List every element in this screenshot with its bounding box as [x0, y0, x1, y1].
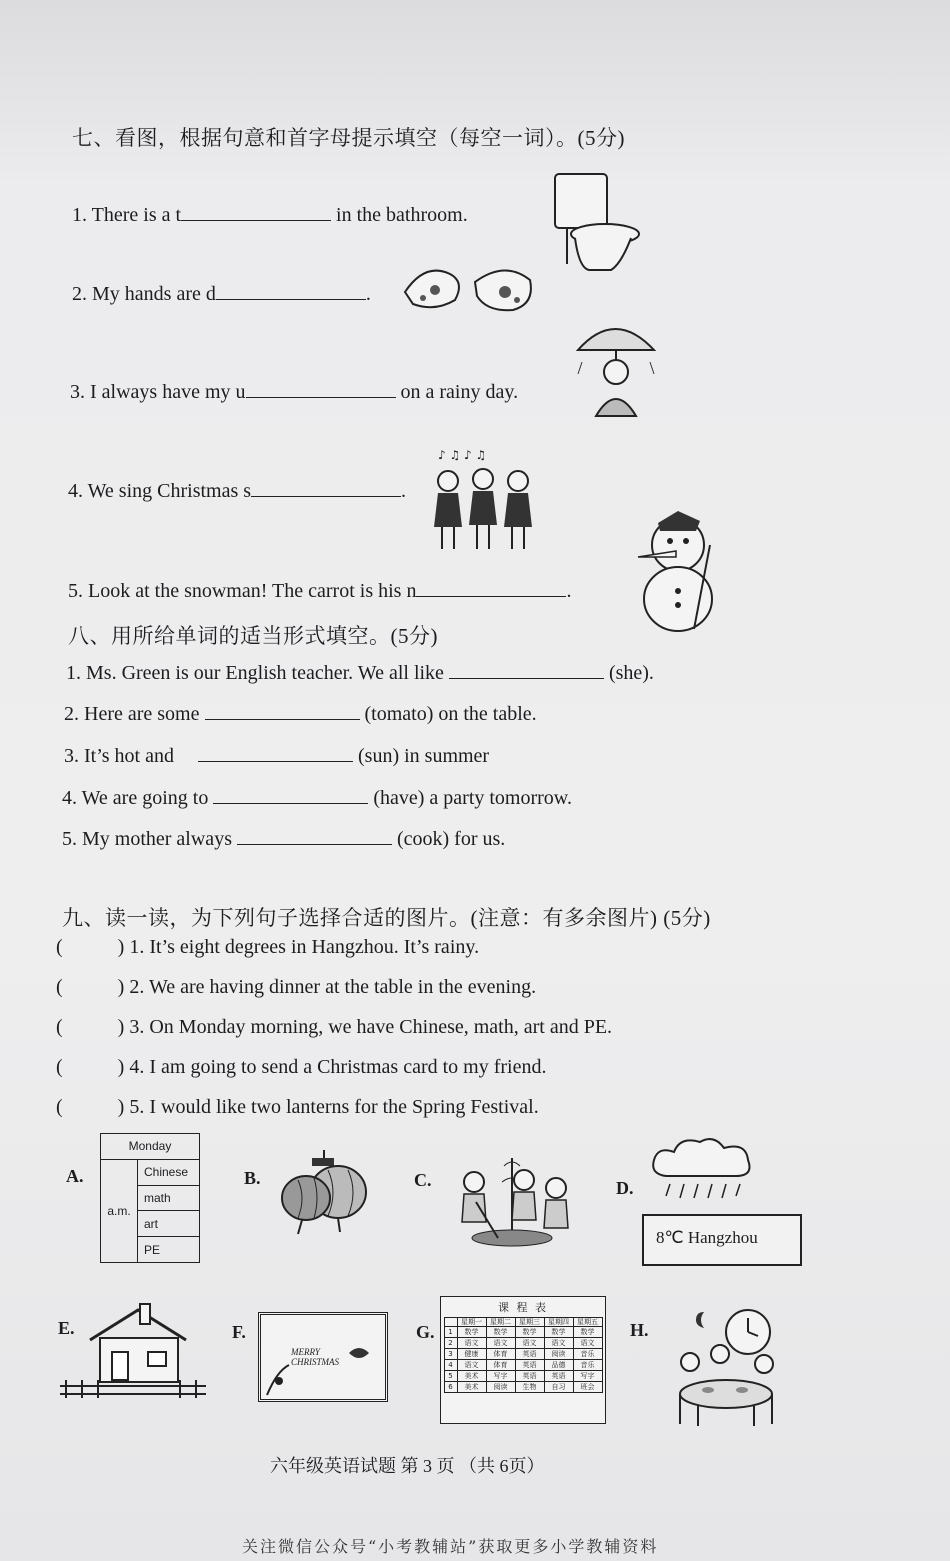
timetable-row: [444, 1338, 602, 1349]
lanterns-picture: [272, 1146, 372, 1236]
page-footer: 六年级英语试题 第 3 页 （共 6页）: [270, 1456, 545, 1476]
s8-question-3: 3. It’s hot and (sun) in summer: [64, 745, 490, 767]
monday-header: Monday: [101, 1134, 200, 1160]
timetable-cell: 星期三: [515, 1318, 544, 1327]
timetable-cell: 美术: [457, 1382, 486, 1393]
s7-question-2: 2. My hands are d .: [72, 283, 371, 305]
timetable-cell: 语文: [573, 1338, 602, 1349]
timetable-cell: 英语: [515, 1349, 544, 1360]
timetable-cell: 健康: [457, 1349, 486, 1360]
timetable-cell: 数学: [457, 1327, 486, 1338]
umbrella-picture: [570, 312, 660, 422]
timetable-cell: 星期二: [486, 1318, 515, 1327]
timetable-row: [444, 1327, 602, 1338]
timetable-cell: 体育: [486, 1349, 515, 1360]
timetable-cell: 1: [444, 1327, 457, 1338]
s7-question-3: 3. I always have my u on a rainy day.: [70, 381, 519, 403]
school-timetable-picture: [440, 1296, 606, 1424]
option-h-label: H.: [630, 1320, 649, 1340]
timetable-row: [444, 1382, 602, 1393]
rain-cloud-picture: [648, 1136, 758, 1206]
family-dinner-picture: [668, 1302, 788, 1428]
s8-question-2: 2. Here are some (tomato) on the table.: [64, 703, 537, 725]
timetable-cell: 语文: [457, 1338, 486, 1349]
timetable-cell: 语文: [544, 1338, 573, 1349]
timetable-cell: 英语: [544, 1371, 573, 1382]
timetable-cell: 语文: [486, 1338, 515, 1349]
timetable-cell: 3: [444, 1349, 457, 1360]
timetable-row: [444, 1360, 602, 1371]
s9-question-1: ( ) 1. It’s eight degrees in Hangzhou. It’s rainy.: [56, 936, 480, 958]
timetable-cell: 语文: [457, 1360, 486, 1371]
timetable-cell: 4: [444, 1360, 457, 1371]
timetable-cell: 星期一: [457, 1318, 486, 1327]
s9-question-5: ( ) 5. I would like two lanterns for the Spring Festival.: [56, 1096, 539, 1118]
timetable-cell: [444, 1318, 457, 1327]
s7-question-1: 1. There is a t in the bathroom.: [72, 204, 468, 226]
toilet-picture: [545, 168, 645, 278]
s7-question-4: 4. We sing Christmas s .: [68, 480, 407, 502]
weather-sign-text: 8℃ Hangzhou: [656, 1228, 758, 1247]
option-a-label: A.: [66, 1166, 84, 1186]
bottom-note: 关注微信公众号“小考教辅站”获取更多小学教辅资料: [242, 1537, 659, 1556]
timetable-cell: 品德: [544, 1360, 573, 1371]
timetable-cell: 英语: [515, 1360, 544, 1371]
timetable-row: [444, 1371, 602, 1382]
timetable-cell: 星期四: [544, 1318, 573, 1327]
s8-question-1: 1. Ms. Green is our English teacher. We all like (she).: [66, 662, 654, 684]
timetable-cell: 阅读: [544, 1349, 573, 1360]
timetable-cell: 数学: [544, 1327, 573, 1338]
timetable-header-row: [444, 1318, 602, 1327]
section8-title: 八、用所给单词的适当形式填空。(5分): [68, 624, 438, 648]
option-d-label: D.: [616, 1178, 634, 1198]
timetable-cell: 音乐: [573, 1349, 602, 1360]
option-e-label: E.: [58, 1318, 75, 1338]
timetable-cell: 生物: [515, 1382, 544, 1393]
monday-subject: PE: [138, 1237, 200, 1263]
timetable-cell: 数学: [515, 1327, 544, 1338]
timetable-cell: 写字: [486, 1371, 515, 1382]
option-c-label: C.: [414, 1170, 432, 1190]
svg-text:♪ ♫ ♪ ♫: ♪ ♫ ♪ ♫: [438, 448, 487, 462]
timetable-cell: 音乐: [573, 1360, 602, 1371]
timetable-cell: 写字: [573, 1371, 602, 1382]
leaf-icon: [347, 1343, 371, 1363]
timetable-grid: [444, 1317, 603, 1393]
option-g-label: G.: [416, 1322, 435, 1342]
singing-children-picture: [428, 445, 538, 555]
monday-timetable: [100, 1133, 200, 1263]
timetable-cell: 班会: [573, 1382, 602, 1393]
timetable-cell: 数学: [573, 1327, 602, 1338]
timetable-row: [444, 1349, 602, 1360]
timetable-title: 课 程 表: [498, 1301, 548, 1314]
timetable-cell: 2: [444, 1338, 457, 1349]
timetable-cell: 体育: [486, 1360, 515, 1371]
section9-title: 九、读一读，为下列句子选择合适的图片。(注意：有多余图片) (5分): [62, 906, 711, 930]
house-picture: [60, 1300, 210, 1400]
timetable-cell: 阅读: [486, 1382, 515, 1393]
monday-subject: art: [138, 1211, 200, 1237]
timetable-cell: 5: [444, 1371, 457, 1382]
planting-trees-picture: [446, 1152, 576, 1252]
christmas-card-picture: [258, 1312, 388, 1402]
monday-subject: Chinese: [138, 1159, 200, 1185]
timetable-cell: 星期五: [573, 1318, 602, 1327]
snowman-picture: [628, 505, 728, 635]
option-b-label: B.: [244, 1168, 261, 1188]
section7-title: 七、看图，根据句意和首字母提示填空（每空一词）。(5分): [72, 126, 625, 150]
s7-question-5: 5. Look at the snowman! The carrot is his n .: [68, 580, 572, 602]
monday-subject: math: [138, 1185, 200, 1211]
s8-question-4: 4. We are going to (have) a party tomorrow.: [62, 787, 572, 809]
christmas-card-text: MERRY CHRISTMAS: [291, 1347, 339, 1367]
timetable-cell: 自习: [544, 1382, 573, 1393]
s9-question-4: ( ) 4. I am going to send a Christmas card to my friend.: [56, 1056, 547, 1078]
weather-sign: [642, 1214, 802, 1266]
s8-question-5: 5. My mother always (cook) for us.: [62, 828, 506, 850]
timetable-cell: 6: [444, 1382, 457, 1393]
timetable-cell: 美术: [457, 1371, 486, 1382]
option-f-label: F.: [232, 1322, 246, 1342]
timetable-cell: 语文: [515, 1338, 544, 1349]
holly-icon: [263, 1361, 293, 1397]
timetable-cell: 数学: [486, 1327, 515, 1338]
dirty-hands-picture: [395, 252, 545, 322]
monday-period: a.m.: [101, 1159, 138, 1262]
s9-question-2: ( ) 2. We are having dinner at the table in the evening.: [56, 976, 537, 998]
s9-question-3: ( ) 3. On Monday morning, we have Chinese, math, art and PE.: [56, 1016, 613, 1038]
timetable-cell: 英语: [515, 1371, 544, 1382]
